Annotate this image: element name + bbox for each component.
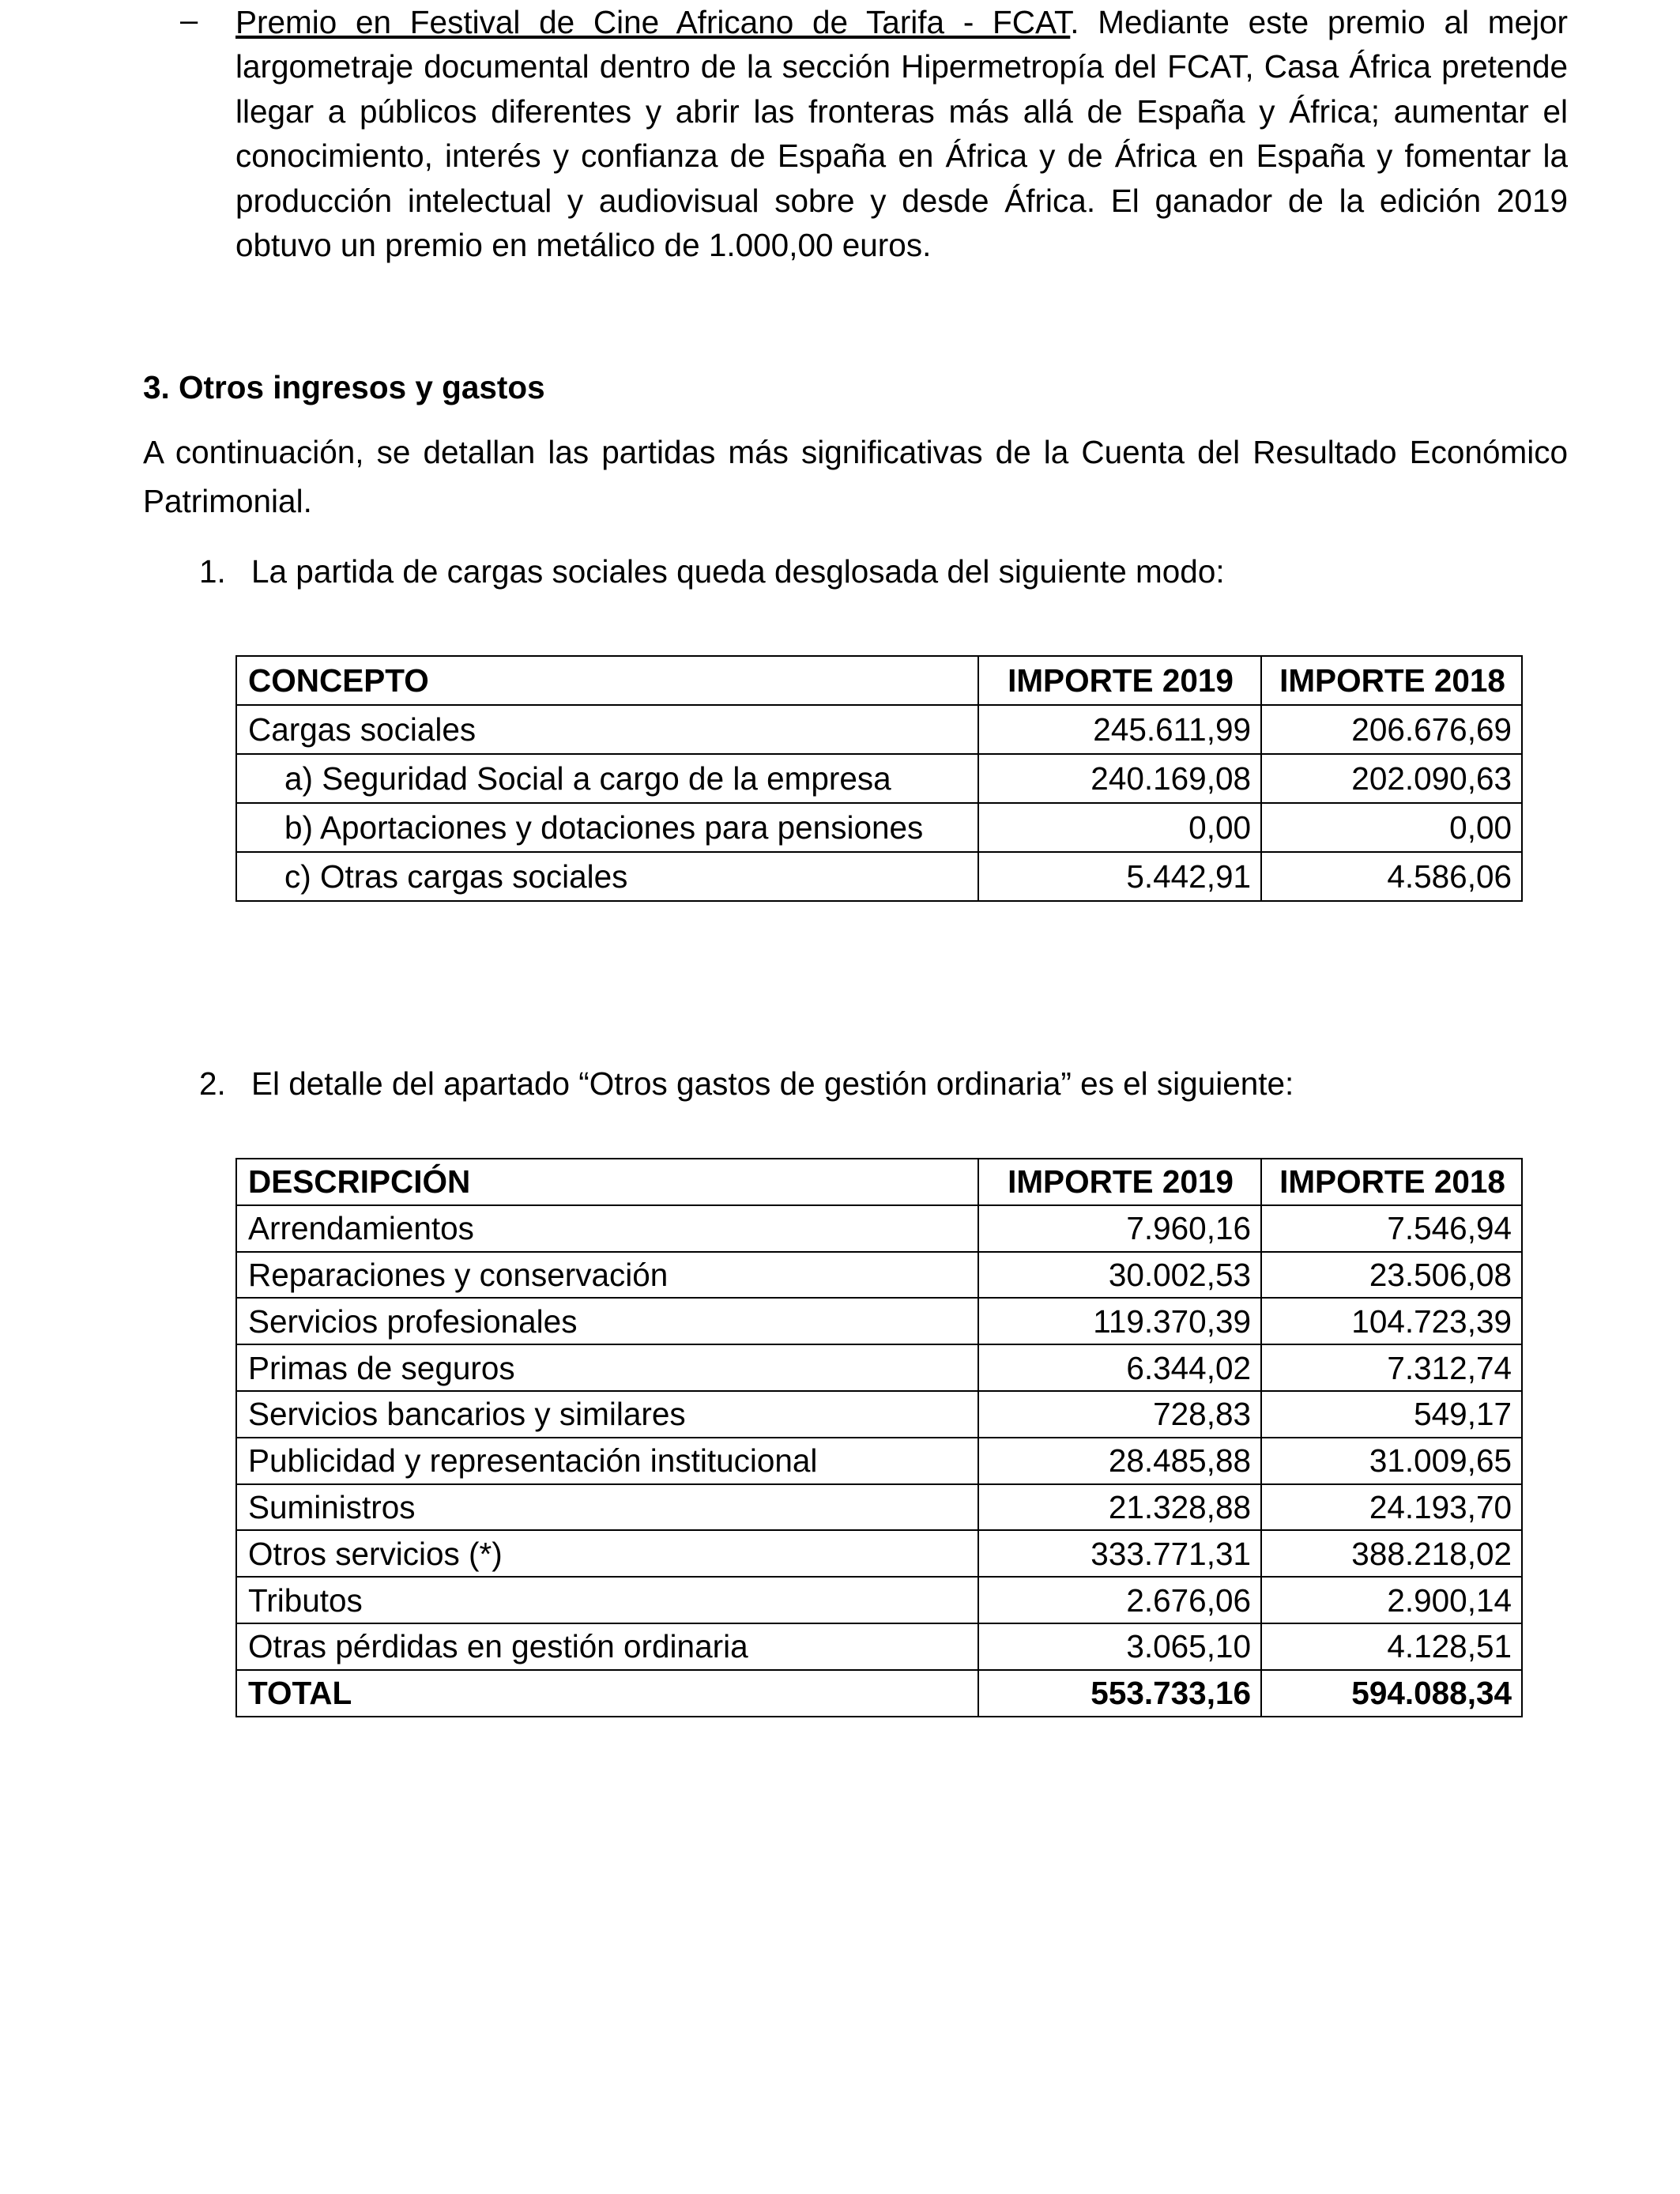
amount-2018: 23.506,08 — [1261, 1252, 1522, 1299]
amount-2019: 240.169,08 — [978, 754, 1261, 803]
cargas-sociales-table — [235, 655, 1523, 902]
table-row — [236, 754, 1522, 803]
column-header: IMPORTE 2018 — [1261, 656, 1522, 705]
column-header: DESCRIPCIÓN — [236, 1159, 978, 1205]
amount-2018: 4.586,06 — [1261, 852, 1522, 901]
row-label: Primas de seguros — [236, 1344, 978, 1391]
table-row — [236, 1298, 1522, 1344]
row-label: Otras pérdidas en gestión ordinaria — [236, 1623, 978, 1670]
amount-2018: 0,00 — [1261, 803, 1522, 852]
list-item-1 — [199, 549, 1225, 594]
list-item-text: La partida de cargas sociales queda desglosada del siguiente modo: — [251, 553, 1225, 590]
amount-2018: 2.900,14 — [1261, 1577, 1522, 1623]
list-number: 2. — [199, 1065, 226, 1102]
amount-2018: 7.546,94 — [1261, 1205, 1522, 1252]
list-number: 1. — [199, 553, 226, 590]
row-label: Suministros — [236, 1484, 978, 1531]
amount-2019: 728,83 — [978, 1391, 1261, 1438]
section-heading: 3. Otros ingresos y gastos — [143, 369, 545, 405]
amount-2018: 4.128,51 — [1261, 1623, 1522, 1670]
table-row — [236, 1344, 1522, 1391]
table-row — [236, 1205, 1522, 1252]
amount-2018: 7.312,74 — [1261, 1344, 1522, 1391]
row-label: Publicidad y representación institucional — [236, 1438, 978, 1484]
amount-2019: 21.328,88 — [978, 1484, 1261, 1531]
otros-gastos-table — [235, 1158, 1523, 1717]
amount-2018: 206.676,69 — [1261, 705, 1522, 754]
row-label: Tributos — [236, 1577, 978, 1623]
column-header: IMPORTE 2019 — [978, 656, 1261, 705]
amount-2018: 31.009,65 — [1261, 1438, 1522, 1484]
row-label: Arrendamientos — [236, 1205, 978, 1252]
amount-2018: 549,17 — [1261, 1391, 1522, 1438]
fcat-award-title: Premio en Festival de Cine Africano de Tarifa - FCAT — [235, 4, 1071, 40]
table-row — [236, 803, 1522, 852]
table-row — [236, 1623, 1522, 1670]
amount-2019: 7.960,16 — [978, 1205, 1261, 1252]
section-intro: A continuación, se detallan las partidas más significativas de la Cuenta del Resultado Económico Patrimonial. — [143, 434, 1568, 519]
amount-2018: 388.218,02 — [1261, 1530, 1522, 1577]
amount-2019: 333.771,31 — [978, 1530, 1261, 1577]
table-row — [236, 1530, 1522, 1577]
table-header-row — [236, 1159, 1522, 1205]
row-label: Cargas sociales — [236, 705, 978, 754]
amount-2019: 0,00 — [978, 803, 1261, 852]
total-2019: 553.733,16 — [978, 1670, 1261, 1717]
row-label: a) Seguridad Social a cargo de la empresa — [236, 754, 978, 803]
table-row — [236, 1484, 1522, 1531]
fcat-paragraph — [235, 0, 1568, 267]
amount-2019: 3.065,10 — [978, 1623, 1261, 1670]
list-item-2 — [199, 1061, 1294, 1106]
total-label: TOTAL — [236, 1670, 978, 1717]
table-total-row — [236, 1670, 1522, 1717]
amount-2018: 202.090,63 — [1261, 754, 1522, 803]
table-row — [236, 1391, 1522, 1438]
table-row — [236, 1438, 1522, 1484]
column-header: IMPORTE 2018 — [1261, 1159, 1522, 1205]
table-header-row — [236, 656, 1522, 705]
amount-2019: 245.611,99 — [978, 705, 1261, 754]
column-header: IMPORTE 2019 — [978, 1159, 1261, 1205]
row-label: Servicios profesionales — [236, 1298, 978, 1344]
column-header: CONCEPTO — [236, 656, 978, 705]
list-item-text: El detalle del apartado “Otros gastos de gestión ordinaria” es el siguiente: — [251, 1065, 1294, 1102]
row-label: b) Aportaciones y dotaciones para pensiones — [236, 803, 978, 852]
table-row — [236, 852, 1522, 901]
row-label: Reparaciones y conservación — [236, 1252, 978, 1299]
amount-2019: 5.442,91 — [978, 852, 1261, 901]
amount-2019: 119.370,39 — [978, 1298, 1261, 1344]
amount-2019: 30.002,53 — [978, 1252, 1261, 1299]
row-label: Servicios bancarios y similares — [236, 1391, 978, 1438]
amount-2018: 24.193,70 — [1261, 1484, 1522, 1531]
row-label: c) Otras cargas sociales — [236, 852, 978, 901]
amount-2019: 6.344,02 — [978, 1344, 1261, 1391]
amount-2019: 28.485,88 — [978, 1438, 1261, 1484]
row-label: Otros servicios (*) — [236, 1530, 978, 1577]
total-2018: 594.088,34 — [1261, 1670, 1522, 1717]
table-row — [236, 1577, 1522, 1623]
amount-2019: 2.676,06 — [978, 1577, 1261, 1623]
list-bullet: – — [180, 3, 198, 38]
table-row — [236, 705, 1522, 754]
amount-2018: 104.723,39 — [1261, 1298, 1522, 1344]
table-row — [236, 1252, 1522, 1299]
fcat-description: . Mediante este premio al mejor largometraje documental dentro de la sección Hipermetropía del FCAT, Casa África pretende llegar a públicos diferentes y abrir las fronteras más allá de España y África; aumentar el conocimiento, interés y confianza de España en África y de África en España y fomentar la producción intelectual y audiovisual sobre y desde África. El ganador de la edición 2019 obtuvo un premio en metálico de 1.000,00 euros. — [235, 4, 1568, 264]
